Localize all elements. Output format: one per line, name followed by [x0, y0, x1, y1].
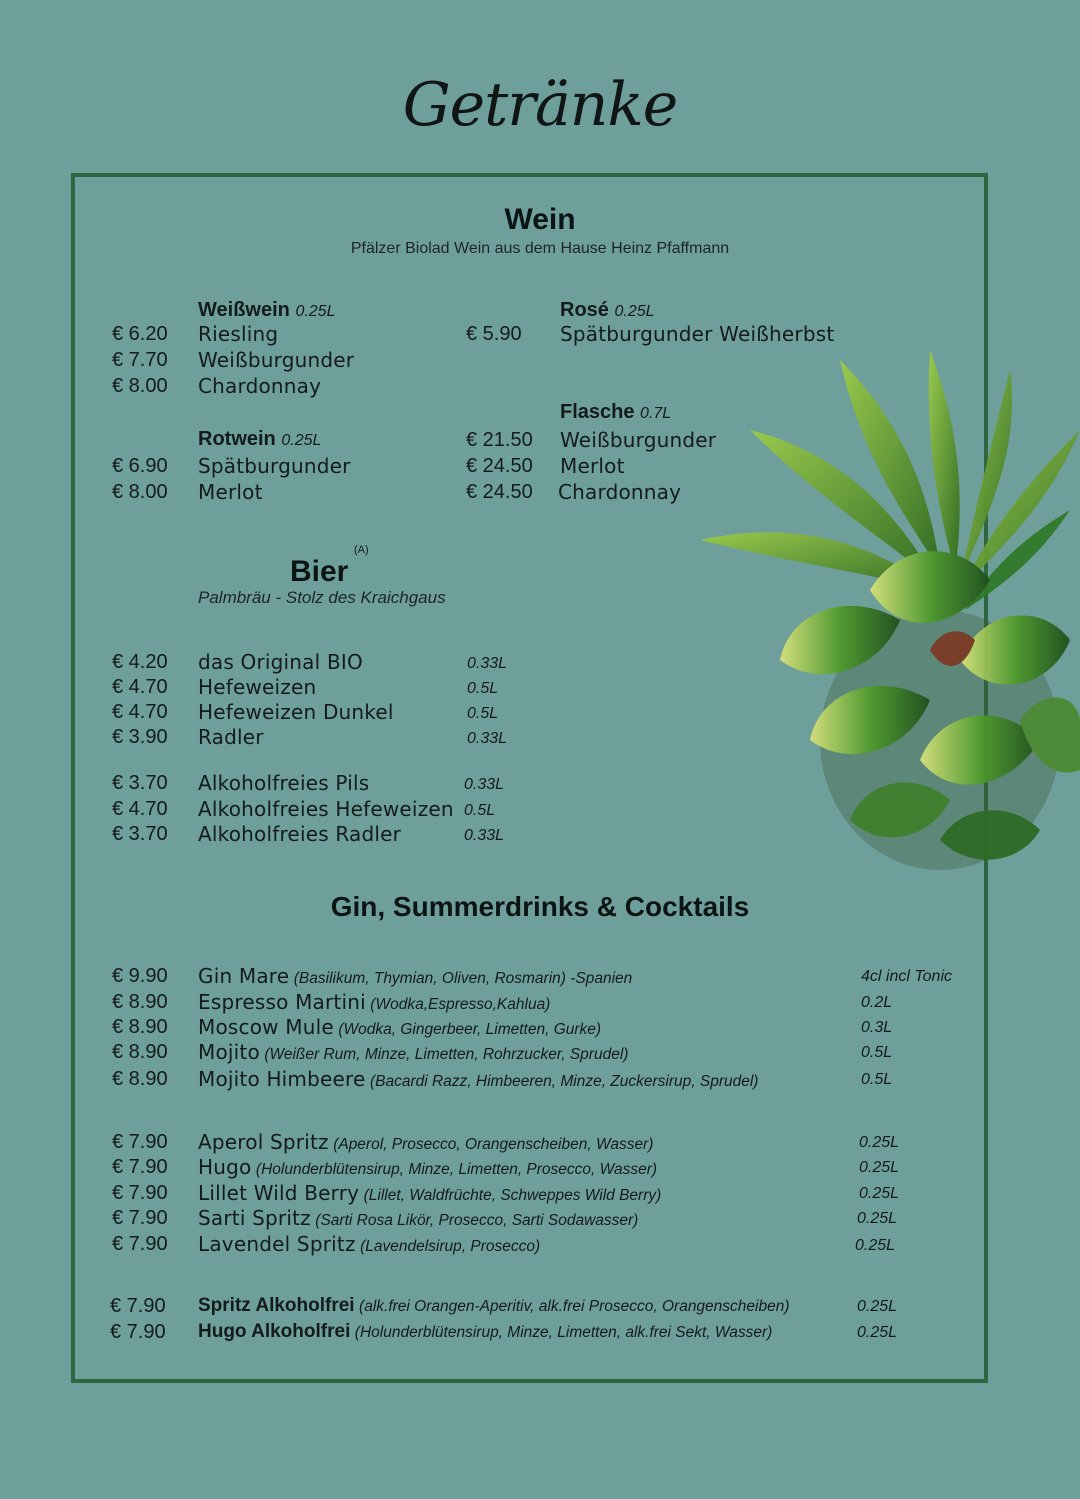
cocktail-line — [198, 1232, 540, 1256]
volume: 0.5L — [464, 802, 496, 819]
bottle-size: 0.7L — [640, 405, 672, 422]
cocktail-line — [198, 1206, 638, 1230]
volume: 0.33L — [467, 655, 508, 672]
cocktail-line — [198, 1295, 790, 1317]
volume: 0.25L — [857, 1324, 898, 1341]
item-name: Chardonnay — [558, 480, 682, 504]
price: € 4.70 — [112, 701, 168, 723]
volume: 0.25L — [859, 1185, 900, 1202]
price: € 8.00 — [112, 481, 168, 503]
price: € 4.20 — [112, 651, 168, 673]
price: € 7.90 — [110, 1321, 166, 1343]
item-name: Aperol Spritz — [198, 1130, 329, 1154]
cocktails-heading: Gin, Summerdrinks & Cocktails — [330, 891, 750, 922]
volume: 4cl incl Tonic — [861, 968, 953, 985]
price: € 7.90 — [112, 1156, 168, 1178]
price: € 3.70 — [112, 772, 168, 794]
item-description: (Basilikum, Thymian, Oliven, Rosmarin) -Spanien — [293, 970, 633, 987]
item-description: (Aperol, Prosecco, Orangenscheiben, Wasser) — [333, 1136, 654, 1153]
item-description: (Holunderblütensirup, Minze, Limetten, alk.frei Sekt, Wasser) — [354, 1324, 773, 1341]
item-name: Hefeweizen — [198, 675, 317, 699]
price: € 7.90 — [112, 1131, 168, 1153]
cocktail-line — [198, 1155, 657, 1179]
price: € 7.90 — [110, 1295, 166, 1317]
item-description: (Weißer Rum, Minze, Limetten, Rohrzucker, Sprudel) — [264, 1046, 629, 1063]
volume: 0.5L — [467, 705, 499, 722]
white-wine-heading — [198, 299, 335, 322]
white-wine-size: 0.25L — [295, 303, 336, 320]
rose-label: Rosé — [560, 299, 609, 321]
item-name: Alkoholfreies Hefeweizen — [198, 797, 454, 821]
item-description: (Holunderblütensirup, Minze, Limetten, Prosecco, Wasser) — [255, 1161, 658, 1178]
price: € 5.90 — [466, 323, 522, 345]
cocktail-line — [198, 1321, 772, 1343]
price: € 7.90 — [112, 1182, 168, 1204]
red-wine-heading — [198, 428, 321, 451]
item-description: (Bacardi Razz, Himbeeren, Minze, Zuckersirup, Sprudel) — [369, 1073, 759, 1090]
volume: 0.33L — [464, 776, 505, 793]
price: € 7.90 — [112, 1233, 168, 1255]
volume: 0.25L — [859, 1159, 900, 1176]
volume: 0.5L — [861, 1044, 893, 1061]
item-name: Gin Mare — [198, 964, 290, 988]
price: € 8.00 — [112, 375, 168, 397]
price: € 3.70 — [112, 823, 168, 845]
price: € 4.70 — [112, 676, 168, 698]
item-name: Espresso Martini — [198, 990, 366, 1014]
beer-heading: Bier — [290, 555, 349, 588]
bottle-label: Flasche — [560, 401, 635, 423]
item-name: Spätburgunder Weißherbst — [560, 322, 835, 346]
item-description: (Wodka, Gingerbeer, Limetten, Gurke) — [338, 1021, 602, 1038]
plant-image — [690, 340, 1080, 900]
price: € 7.70 — [112, 349, 168, 371]
item-name: Chardonnay — [198, 374, 322, 398]
bottle-heading — [560, 401, 671, 424]
item-name: Mojito Himbeere — [198, 1067, 366, 1091]
item-name: Lillet Wild Berry — [198, 1181, 360, 1205]
item-description: (Sarti Rosa Likör, Prosecco, Sarti Sodawasser) — [315, 1212, 639, 1229]
item-name: Hugo — [198, 1155, 252, 1179]
price: € 6.20 — [112, 323, 168, 345]
price: € 9.90 — [112, 965, 168, 987]
item-name: Spätburgunder — [198, 454, 351, 478]
cocktail-line — [198, 990, 550, 1014]
volume: 0.3L — [861, 1019, 893, 1036]
volume: 0.5L — [467, 680, 499, 697]
item-name: Alkoholfreies Radler — [198, 822, 402, 846]
item-name: Weißburgunder — [560, 428, 717, 452]
volume: 0.33L — [467, 730, 508, 747]
cocktail-line — [198, 1015, 601, 1039]
item-name: Hugo Alkoholfrei — [198, 1321, 351, 1342]
red-wine-size: 0.25L — [281, 432, 322, 449]
item-name: Riesling — [198, 322, 279, 346]
volume: 0.25L — [857, 1210, 898, 1227]
price: € 8.90 — [112, 1041, 168, 1063]
price: € 6.90 — [112, 455, 168, 477]
item-name: Spritz Alkoholfrei — [198, 1295, 355, 1316]
item-name: Lavendel Spritz — [198, 1232, 356, 1256]
price: € 21.50 — [466, 429, 533, 451]
price: € 24.50 — [466, 455, 533, 477]
wine-heading: Wein — [504, 203, 576, 236]
item-name: Sarti Spritz — [198, 1206, 311, 1230]
price: € 8.90 — [112, 991, 168, 1013]
item-name: Merlot — [198, 480, 263, 504]
price: € 7.90 — [112, 1207, 168, 1229]
volume: 0.25L — [857, 1298, 898, 1315]
cocktail-line — [198, 1130, 653, 1154]
item-name: Alkoholfreies Pils — [198, 771, 370, 795]
item-description: (Wodka,Espresso,Kahlua) — [370, 996, 551, 1013]
item-description: (Lavendelsirup, Prosecco) — [360, 1238, 541, 1255]
cocktail-line — [198, 1067, 758, 1091]
volume: 0.5L — [861, 1071, 893, 1088]
item-name: Radler — [198, 725, 264, 749]
item-name: Hefeweizen Dunkel — [198, 700, 394, 724]
volume: 0.2L — [861, 994, 893, 1011]
item-name: Weißburgunder — [198, 348, 355, 372]
item-description: (alk.frei Orangen-Aperitiv, alk.frei Prosecco, Orangenscheiben) — [359, 1298, 790, 1315]
rose-heading — [560, 299, 655, 322]
item-name: das Original BIO — [198, 650, 363, 674]
price: € 8.90 — [112, 1068, 168, 1090]
page-title: Getränke — [402, 70, 678, 140]
wine-subtitle: Pfälzer Biolad Wein aus dem Hause Heinz Pfaffmann — [350, 240, 730, 257]
price: € 24.50 — [466, 481, 533, 503]
price: € 4.70 — [112, 798, 168, 820]
cocktail-line — [198, 964, 632, 988]
volume: 0.25L — [859, 1134, 900, 1151]
beer-subtitle: Palmbräu - Stolz des Kraichgaus — [198, 588, 446, 607]
volume: 0.25L — [855, 1237, 896, 1254]
cocktail-line — [198, 1040, 628, 1064]
item-name: Mojito — [198, 1040, 260, 1064]
cocktail-line — [198, 1181, 661, 1205]
rose-size: 0.25L — [614, 303, 655, 320]
item-description: (Lillet, Waldfrüchte, Schweppes Wild Berry) — [363, 1187, 662, 1204]
price: € 3.90 — [112, 726, 168, 748]
price: € 8.90 — [112, 1016, 168, 1038]
item-name: Moscow Mule — [198, 1015, 334, 1039]
volume: 0.33L — [464, 827, 505, 844]
white-wine-label: Weißwein — [198, 299, 290, 321]
red-wine-label: Rotwein — [198, 428, 276, 450]
beer-note: (A) — [354, 544, 369, 556]
item-name: Merlot — [560, 454, 625, 478]
